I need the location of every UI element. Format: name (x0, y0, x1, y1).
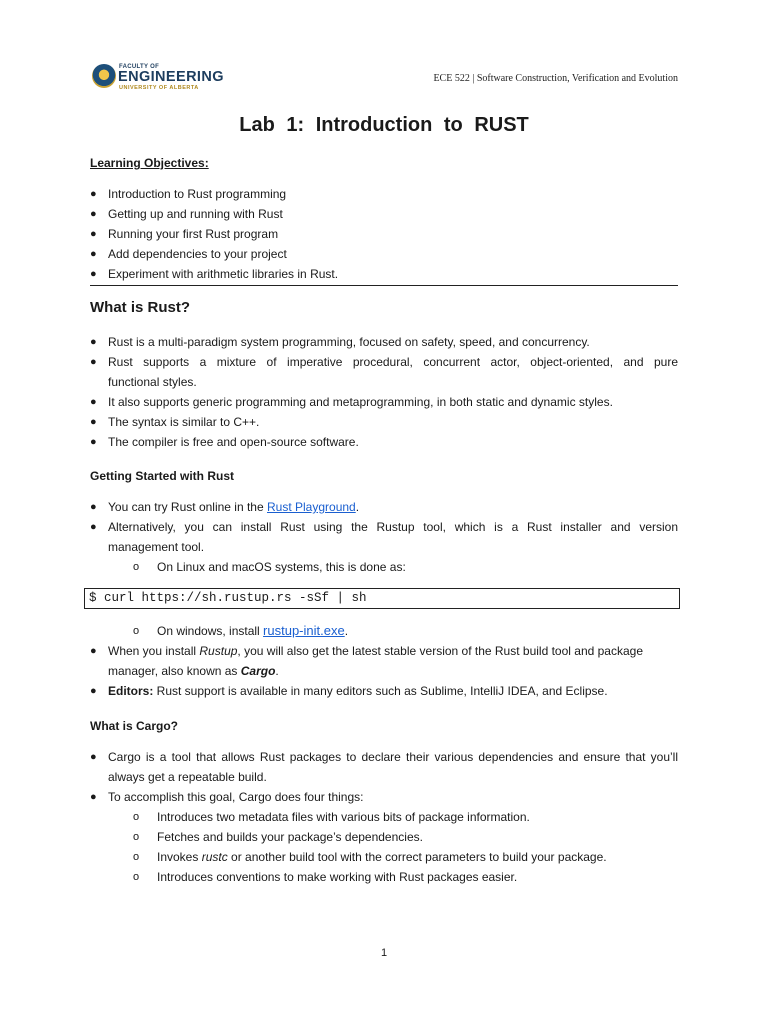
list-item: ● The compiler is free and open-source software. (90, 432, 678, 452)
list-item: ● Rust is a multi-paradigm system programming, focused on safety, speed, and concurrency. (90, 332, 678, 352)
sublist-item-text: Invokes (157, 850, 202, 864)
list-item: ● It also supports generic programming and metaprogramming, in both static and dynamic styles. (90, 392, 678, 412)
sublist-item-text: On windows, install (157, 624, 264, 638)
sublist-item: o On Linux and macOS systems, this is done as: (133, 557, 673, 577)
sublist-item: o Introduces two metadata files with various bits of package information. (133, 807, 673, 827)
list-item-line: ● Rust supports a mixture of imperative procedural, concurrent actor, object-oriented, and pure (108, 355, 678, 369)
objectives-list (90, 184, 678, 284)
rust-playground-link[interactable]: Rust Playground (267, 500, 356, 514)
sublist-item (133, 847, 673, 867)
list-item: ● The syntax is similar to C++. (90, 412, 678, 432)
list-item-line: always get a repeatable build. (108, 770, 267, 784)
list-item: ● Introduction to Rust programming (90, 184, 678, 204)
list-item-text: Rust support is available in many editors such as Sublime, IntelliJ IDEA, and Eclipse. (153, 684, 608, 698)
objectives-heading: Learning Objectives: (90, 156, 209, 170)
list-item: ● Add dependencies to your project (90, 244, 678, 264)
logo-line2: ENGINEERING (118, 69, 224, 85)
list-item-text: manager, also known as (108, 664, 241, 678)
faculty-logo (92, 62, 224, 96)
list-item: ● Experiment with arithmetic libraries in Rust. (90, 264, 678, 284)
list-item-text: . (275, 664, 279, 678)
getting-started-heading: Getting Started with Rust (90, 469, 234, 483)
list-item-text: . (355, 500, 360, 514)
list-item: ● Running your first Rust program (90, 224, 678, 244)
list-item (90, 681, 678, 701)
what-is-cargo-heading: What is Cargo? (90, 719, 179, 733)
list-item-text: , you will also get the latest stable version of the Rust build tool and package (237, 644, 643, 658)
list-item (90, 497, 678, 517)
course-header: ECE 522 | Software Construction, Verification and Evolution (433, 73, 678, 84)
getting-started-list (90, 497, 678, 557)
list-item-line: ● Alternatively, you can install Rust using the Rustup tool, which is a Rust installer and version (108, 520, 678, 534)
rustc-emphasis: rustc (201, 850, 228, 864)
list-item-line: functional styles. (108, 375, 197, 389)
sublist-item-text: . (344, 624, 349, 638)
list-item-line: management tool. (108, 540, 205, 554)
list-item (90, 517, 678, 557)
page-number: 1 (380, 947, 388, 959)
rustup-emphasis: Rustup (199, 644, 238, 658)
sublist-item (133, 621, 673, 641)
what-is-rust-list (90, 332, 678, 452)
sublist-item-text: or another build tool with the correct parameters to build your package. (227, 850, 607, 864)
cargo-emphasis: Cargo (240, 664, 276, 678)
page-title: Lab 1: Introduction to RUST (239, 114, 529, 136)
rustup-init-link[interactable]: rustup-init.exe (263, 623, 345, 638)
sublist-item: o Introduces conventions to make working with Rust packages easier. (133, 867, 673, 887)
linux-sublist (133, 557, 673, 577)
windows-sublist (133, 621, 673, 641)
logo-line3: UNIVERSITY OF ALBERTA (119, 85, 199, 91)
cargo-list (90, 747, 678, 807)
what-is-rust-heading: What is Rust? (90, 299, 190, 316)
section-divider (90, 285, 678, 286)
sublist-item: o Fetches and builds your package’s dependencies. (133, 827, 673, 847)
list-item (90, 352, 678, 392)
install-command-codeblock: $ curl https://sh.rustup.rs -sSf | sh (84, 588, 680, 609)
list-item: ● To accomplish this goal, Cargo does four things: (90, 787, 678, 807)
list-item-text: When you install (108, 644, 200, 658)
list-item (90, 641, 678, 681)
editors-label: Editors: (108, 684, 154, 698)
university-seal-icon (92, 64, 116, 88)
list-item (90, 747, 678, 787)
list-item-line: ● Cargo is a tool that allows Rust packages to declare their various dependencies and ensure that you’ll (108, 750, 678, 764)
cargo-sublist (133, 807, 673, 887)
logo-line1: FACULTY OF (119, 64, 160, 70)
list-item: ● Getting up and running with Rust (90, 204, 678, 224)
install-list (90, 641, 678, 701)
list-item-text: You can try Rust online in the (108, 500, 267, 514)
